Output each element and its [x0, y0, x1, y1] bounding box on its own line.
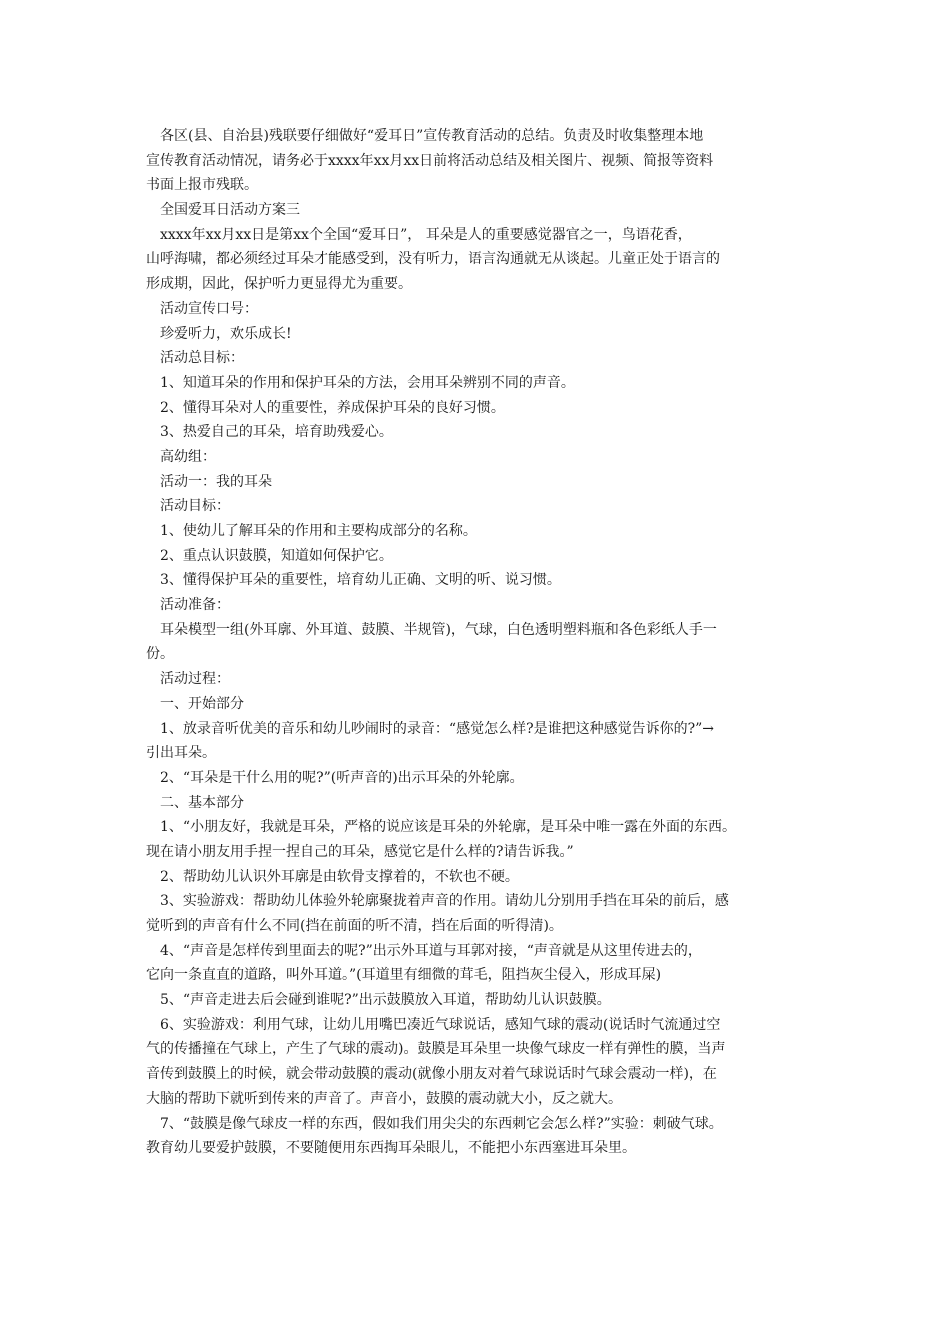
text-line: 份。 [146, 646, 174, 663]
text-line: 5、“声音走进去后会碰到谁呢?”出示鼓膜放入耳道，帮助幼儿认识鼓膜。 [160, 992, 611, 1009]
text-line: 引出耳朵。 [146, 745, 216, 762]
text-line: 音传到鼓膜上的时候，就会带动鼓膜的震动(就像小朋友对着气球说话时气球会震动一样)，在 [146, 1066, 717, 1083]
text-line: 3、热爱自己的耳朵，培育助残爱心。 [160, 424, 393, 441]
text-line: 全国爱耳日活动方案三 [160, 202, 300, 219]
text-line: 珍爱听力，欢乐成长! [160, 325, 292, 342]
text-line: 2、重点认识鼓膜，知道如何保护它。 [160, 547, 393, 564]
text-line: 活动一：我的耳朵 [160, 473, 272, 490]
text-line: 2、“耳朵是干什么用的呢?”(听声音的)出示耳朵的外轮廓。 [160, 769, 524, 786]
text-line: 1、使幼儿了解耳朵的作用和主要构成部分的名称。 [160, 523, 477, 539]
document-body [146, 124, 816, 1161]
text-line: 宣传教育活动情况，请务必于xxxx年xx月xx日前将活动总结及相关图片、视频、简报等资料 [146, 152, 714, 169]
text-line: 6、实验游戏：利用气球，让幼儿用嘴巴凑近气球说话，感知气球的震动(说话时气流通过空 [160, 1016, 721, 1033]
text-line: xxxx年xx月xx日是第xx个全国“爱耳日”， 耳朵是人的重要感觉器官之一，鸟语花香， [160, 226, 692, 243]
text-line: 教育幼儿要爱护鼓膜，不要随便用东西掏耳朵眼儿，不能把小东西塞进耳朵里。 [146, 1140, 636, 1157]
text-line: 书面上报市残联。 [146, 177, 258, 194]
text-line: 7、“鼓膜是像气球皮一样的东西，假如我们用尖尖的东西刺它会怎么样?”实验：刺破气球。 [160, 1115, 723, 1132]
text-line: 大脑的帮助下就听到传来的声音了。声音小，鼓膜的震动就大小，反之就大。 [146, 1090, 622, 1107]
text-line: 觉听到的声音有什么不同(挡在前面的听不清，挡在后面的听得清)。 [146, 918, 563, 934]
text-line: 气的传播撞在气球上，产生了气球的震动)。鼓膜是耳朵里一块像气球皮一样有弹性的膜，当声 [146, 1041, 726, 1058]
text-line: 现在请小朋友用手捏一捏自己的耳朵，感觉它是什么样的?请告诉我。” [146, 843, 574, 860]
text-line: 它向一条直直的道路，叫外耳道。”(耳道里有细微的茸毛，阻挡灰尘侵入，形成耳屎) [146, 967, 662, 984]
text-line: 4、“声音是怎样传到里面去的呢?”出示外耳道与耳郭对接，“声音就是从这里传进去的， [160, 942, 702, 959]
text-line: 高幼组： [160, 448, 216, 465]
text-line: 2、帮助幼儿认识外耳廓是由软骨支撑着的，不软也不硬。 [160, 868, 519, 885]
text-line: 2、懂得耳朵对人的重要性，养成保护耳朵的良好习惯。 [160, 399, 505, 416]
text-line: 山呼海啸，都必须经过耳朵才能感受到，没有听力，语言沟通就无从谈起。儿童正处于语言的 [146, 251, 720, 268]
text-line: 耳朵模型一组(外耳廓、外耳道、鼓膜、半规管)，气球，白色透明塑料瓶和各色彩纸人手一 [160, 621, 717, 638]
text-line: 活动总目标： [160, 350, 244, 367]
text-line: 形成期，因此，保护听力更显得尤为重要。 [146, 276, 412, 293]
text-line: 活动宣传口号： [160, 300, 258, 317]
text-line: 1、放录音听优美的音乐和幼儿吵闹时的录音：“感觉怎么样?是谁把这种感觉告诉你的?”→ [160, 720, 714, 737]
text-line: 3、实验游戏：帮助幼儿体验外轮廓聚拢着声音的作用。请幼儿分别用手挡在耳朵的前后，感 [160, 893, 729, 910]
text-line: 各区(县、自治县)残联要仔细做好“爱耳日”宣传教育活动的总结。负责及时收集整理本地 [160, 128, 704, 144]
text-line: 活动准备： [160, 597, 230, 614]
text-line: 二、基本部分 [160, 794, 244, 811]
text-line: 3、懂得保护耳朵的重要性，培育幼儿正确、文明的听、说习惯。 [160, 572, 561, 589]
text-line: 活动过程： [160, 671, 230, 688]
text-line: 1、知道耳朵的作用和保护耳朵的方法，会用耳朵辨别不同的声音。 [160, 374, 575, 391]
text-line: 一、开始部分 [160, 695, 244, 712]
text-line: 1、“小朋友好，我就是耳朵，严格的说应该是耳朵的外轮廓，是耳朵中唯一露在外面的东西。 [160, 819, 737, 836]
text-line: 活动目标： [160, 498, 230, 515]
